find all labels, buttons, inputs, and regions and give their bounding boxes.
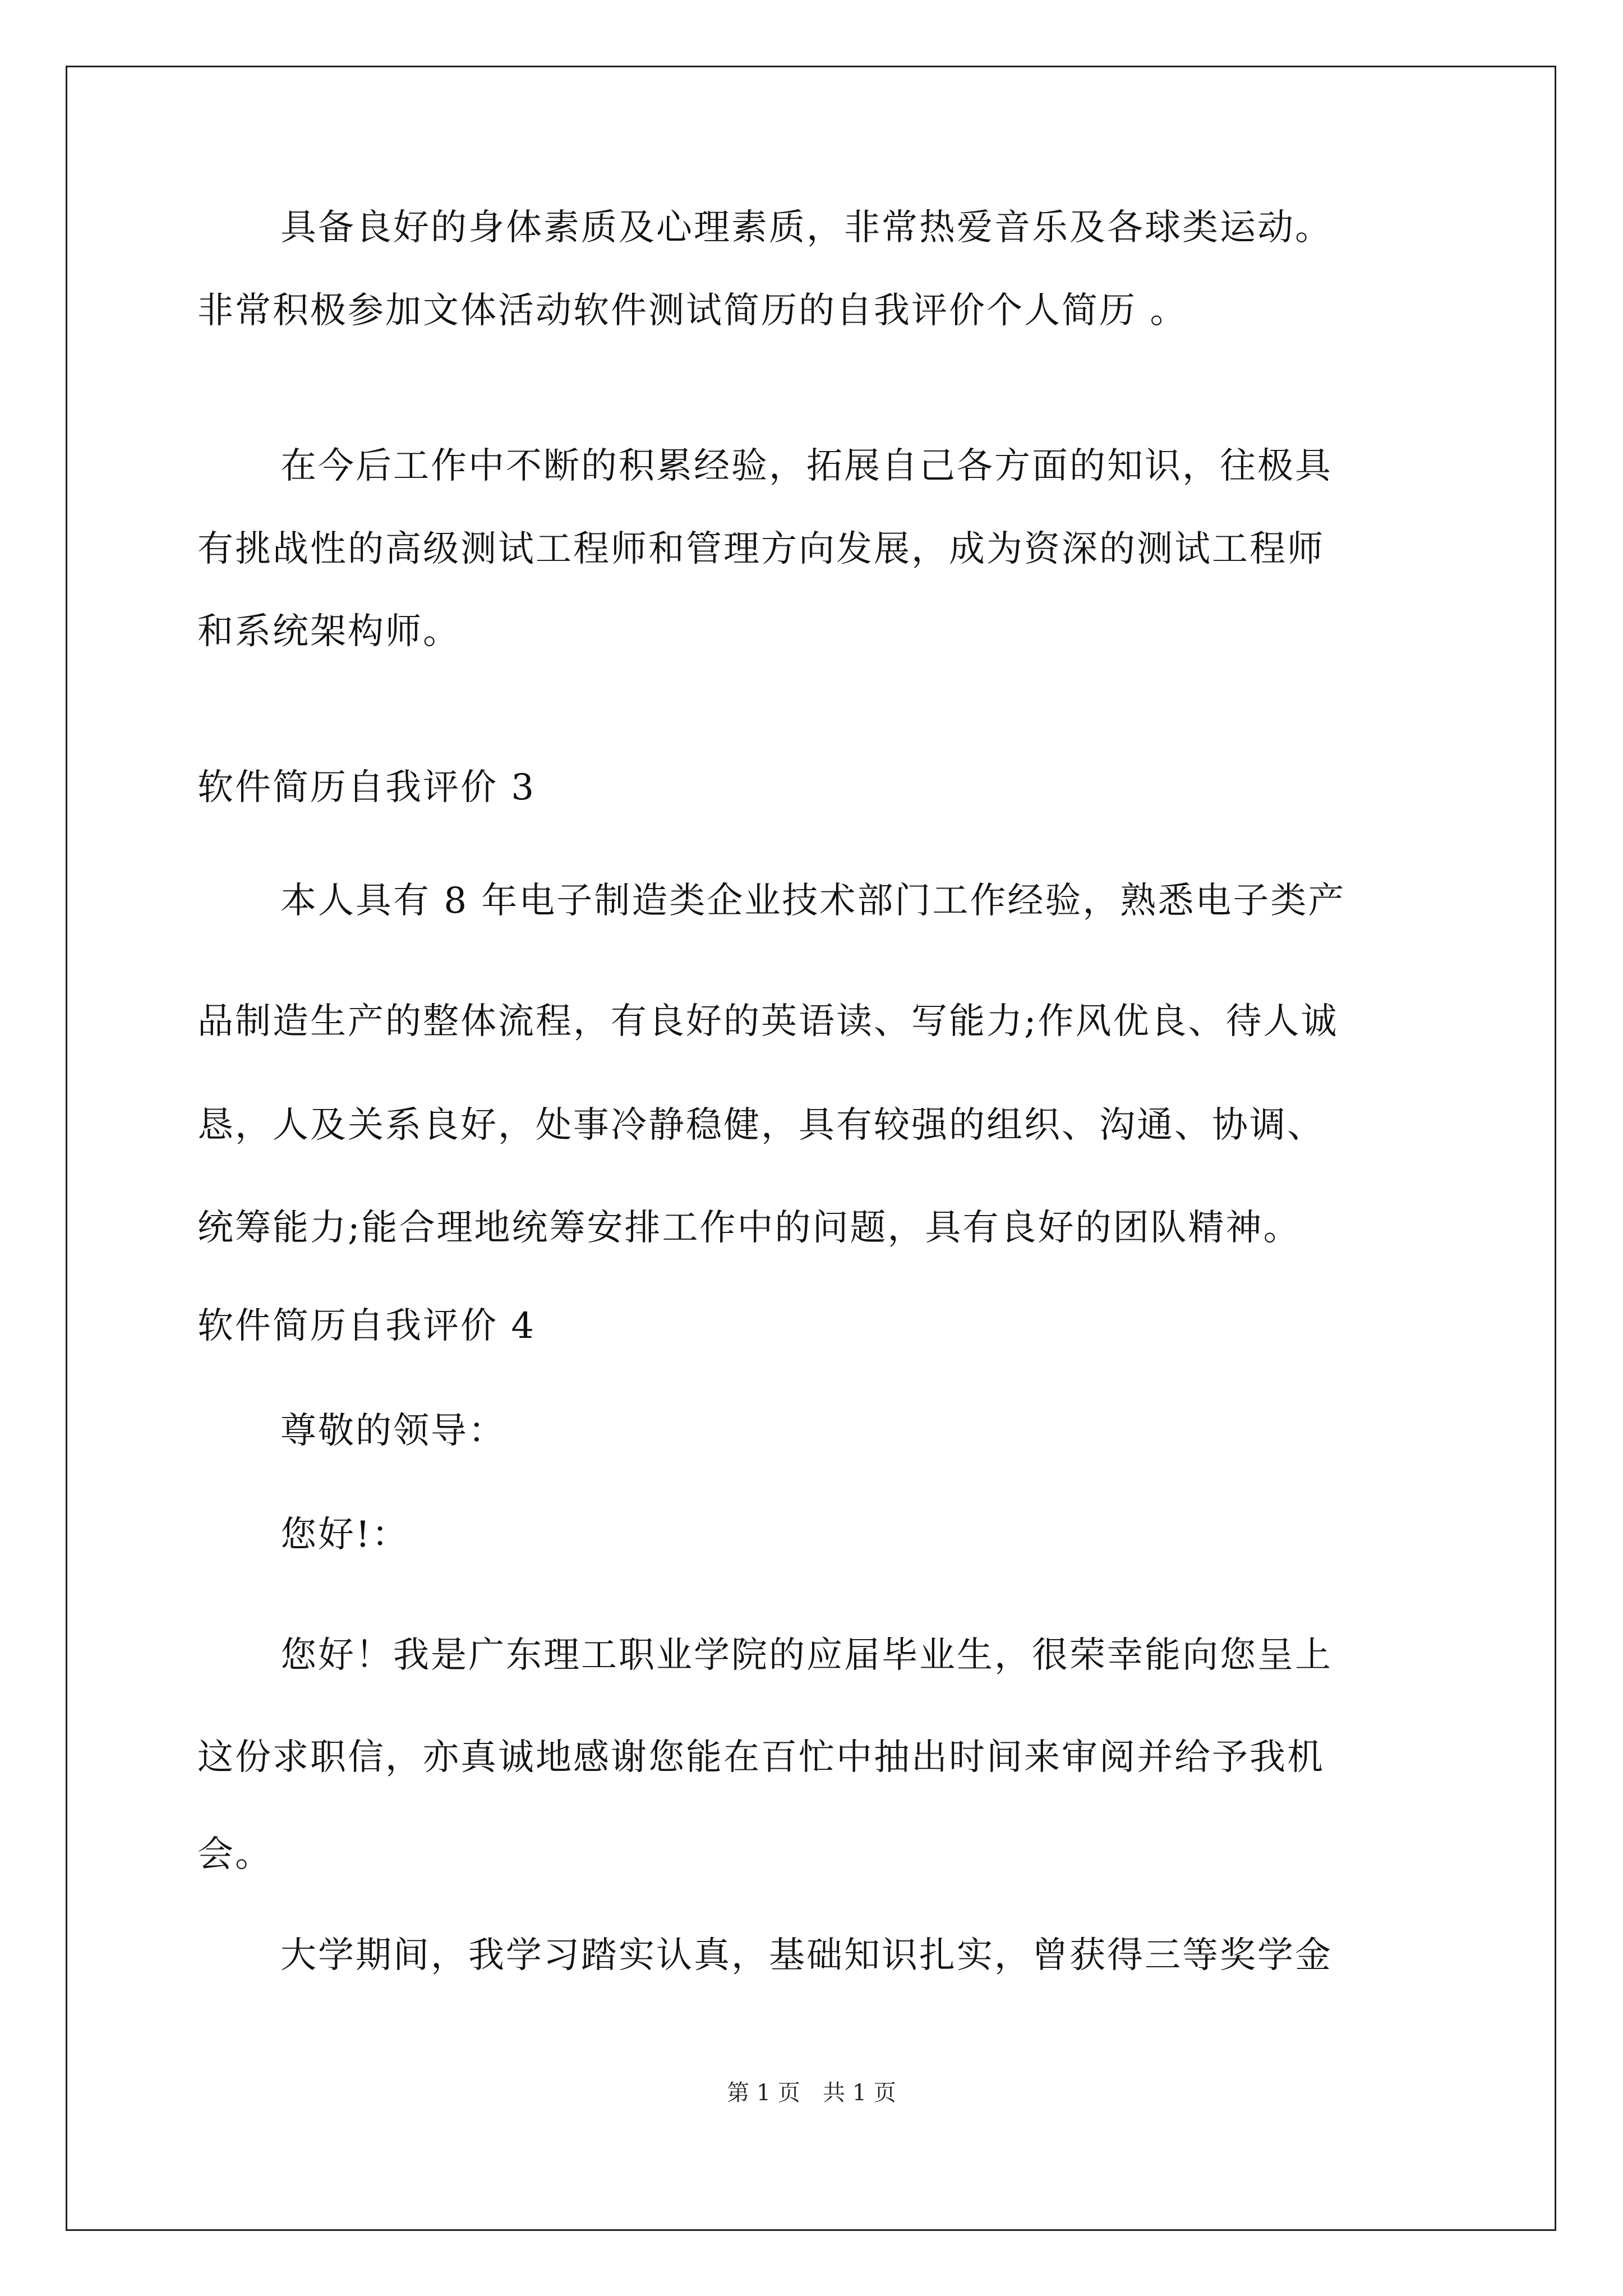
section-heading: 软件简历自我评价 3 bbox=[197, 767, 536, 808]
page-border bbox=[66, 66, 1556, 2231]
page-number-footer: 第 1 页 共 1 页 bbox=[727, 2080, 896, 2106]
text-line: 会。 bbox=[197, 1834, 273, 1875]
text-line: 有挑战性的高级测试工程师和管理方向发展，成为资深的测试工程师 bbox=[197, 528, 1325, 570]
text-line: 恳，人及关系良好，处事冷静稳健，具有较强的组织、沟通、协调、 bbox=[197, 1105, 1325, 1146]
text-line: 和系统架构师。 bbox=[197, 611, 460, 652]
text-line: 在今后工作中不断的积累经验，拓展自己各方面的知识，往极具 bbox=[280, 445, 1332, 487]
text-line: 品制造生产的整体流程，有良好的英语读、写能力;作风优良、待人诚 bbox=[197, 1001, 1339, 1042]
section-heading: 软件简历自我评价 4 bbox=[197, 1305, 536, 1347]
text-line: 统筹能力;能合理地统筹安排工作中的问题，具有良好的团队精神。 bbox=[197, 1207, 1301, 1249]
text-line: 非常积极参加文体活动软件测试简历的自我评价个人简历 。 bbox=[197, 290, 1188, 332]
text-line: 具备良好的身体素质及心理素质，非常热爱音乐及各球类运动。 bbox=[280, 207, 1332, 249]
text-line: 您好！我是广东理工职业学院的应届毕业生，很荣幸能向您呈上 bbox=[280, 1635, 1332, 1676]
salutation: 尊敬的领导： bbox=[280, 1410, 506, 1452]
text-line: 大学期间，我学习踏实认真，基础知识扎实，曾获得三等奖学金 bbox=[280, 1935, 1332, 1976]
text-line: 这份求职信，亦真诚地感谢您能在百忙中抽出时间来审阅并给予我机 bbox=[197, 1737, 1325, 1778]
text-line: 本人具有 8 年电子制造类企业技术部门工作经验，熟悉电子类产 bbox=[280, 880, 1346, 922]
greeting: 您好!： bbox=[280, 1514, 409, 1556]
